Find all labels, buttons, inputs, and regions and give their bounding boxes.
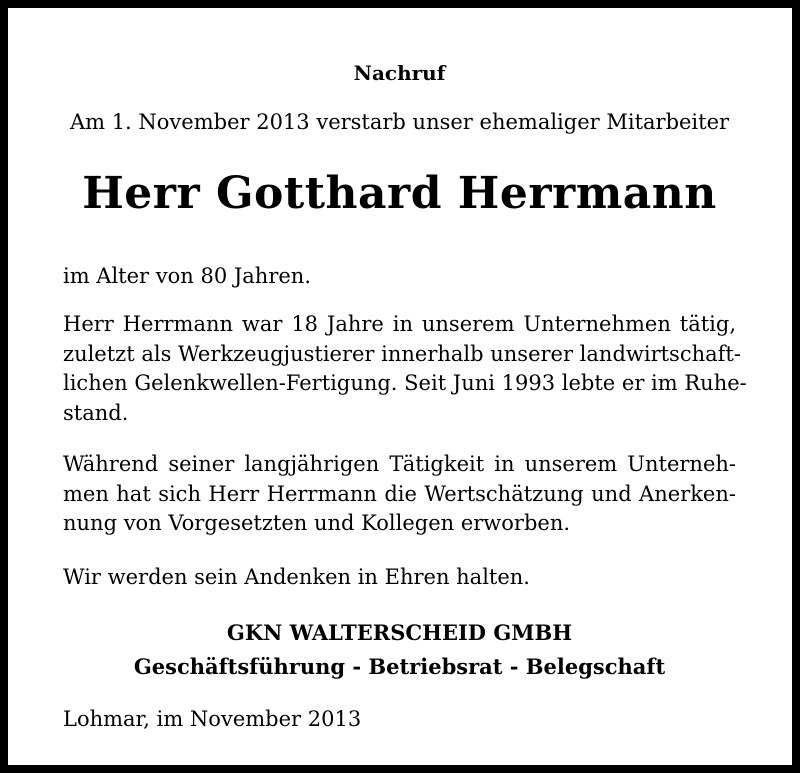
work-paragraph (63, 310, 747, 428)
intro-line: Am 1. November 2013 verstarb unser ehemaliger Mitarbeiter (69, 110, 730, 134)
work-line: stand. (63, 400, 129, 425)
obituary-heading: Nachruf (353, 61, 446, 85)
work-line: lichen Gelenkwellen-Fertigung. Seit Juni 1993 lebte er im Ruhe- (63, 371, 747, 395)
age-paragraph (63, 262, 736, 292)
work-line: zuletzt als Werkzeugjustierer innerhalb unserer landwirtschaft- (63, 341, 741, 366)
tenure-paragraph (63, 450, 736, 539)
memory-line: Wir werden sein Andenken in Ehren halten. (63, 565, 530, 589)
company-name: GKN WALTERSCHEID GMBH (226, 620, 573, 645)
place-date: Lohmar, im November 2013 (63, 707, 362, 731)
age-line: im Alter von 80 Jahren. (63, 264, 312, 288)
signers-line: Geschäftsführung - Betriebsrat - Belegschaft (133, 654, 666, 679)
deceased-name: Herr Gotthard Herrmann (82, 168, 717, 219)
memory-paragraph (63, 563, 736, 593)
tenure-line: men hat sich Herr Herrmann die Wertschätzung und Anerken- (63, 481, 736, 506)
obituary-content (63, 8, 747, 765)
work-line: Herr Herrmann war 18 Jahre in unserem Unternehmen tätig, (63, 312, 736, 336)
tenure-line: Während seiner langjährigen Tätigkeit in unserem Unterneh- (63, 452, 736, 476)
tenure-line: nung von Vorgesetzten und Kollegen erworben. (63, 511, 571, 535)
